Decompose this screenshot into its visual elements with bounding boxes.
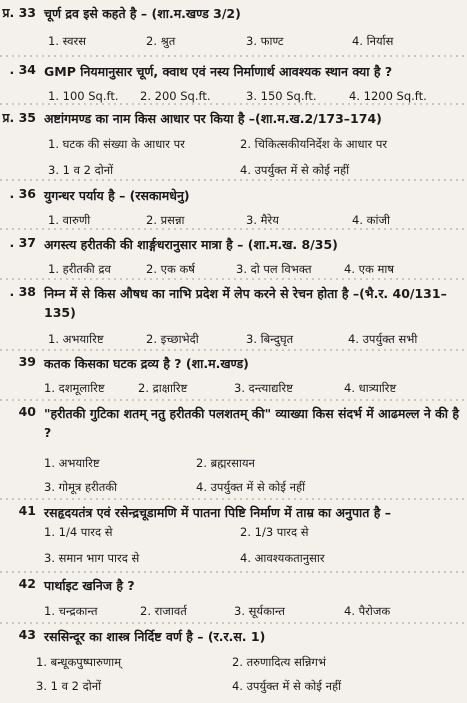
option-1[interactable]: 1. 100 Sq.ft. <box>48 89 119 103</box>
option-1[interactable]: 1. हरीतकी द्रव <box>48 262 111 276</box>
question-text: GMP नियमानुसार चूर्ण, क्वाथ एवं नस्य निर्माणार्थ आवश्यक स्थान क्या है ? <box>44 64 393 79</box>
divider <box>0 622 467 624</box>
option-3[interactable]: 3. मैरेय <box>246 213 279 227</box>
option-4[interactable]: 4. एक माष <box>344 262 394 276</box>
divider <box>0 399 467 401</box>
option-4[interactable]: 4. आवश्यकतानुसार <box>240 551 325 565</box>
question-number: . 34 <box>9 62 36 77</box>
option-4[interactable]: 4. कांजी <box>352 213 390 227</box>
option-1[interactable]: 1. वारुणी <box>48 213 91 227</box>
question-number: 42 <box>18 576 36 591</box>
question-text: पार्थाइट खनिज है ? <box>44 578 135 593</box>
question-number: 39 <box>18 354 36 369</box>
question-number: . 37 <box>9 235 36 250</box>
option-3[interactable]: 3. 150 Sq.ft. <box>246 89 317 103</box>
option-2[interactable]: 2. एक कर्ष <box>146 262 195 276</box>
option-2[interactable]: 2. ब्रह्मरसायन <box>196 456 255 470</box>
divider <box>0 179 467 181</box>
question-text: निम्न में से किस औषध का नाभि प्रदेश में लेप करने से रेचन होता है –(भै.र. 40/131–135) <box>44 286 447 320</box>
question-number: 40 <box>18 404 36 419</box>
question-text: रससिन्दूर का शास्त्र निर्दिष्ट वर्ण है – (र.र.स. 1) <box>44 629 266 644</box>
option-4[interactable]: 4. 1200 Sq.ft. <box>349 89 427 103</box>
question-text: अष्टांगमण्ड का नाम किस आधार पर किया है –(शा.म.ख.2/173–174) <box>44 111 382 126</box>
question-text: कतक किसका घटक द्रव्य है ? (शा.म.खण्ड) <box>44 356 249 371</box>
option-3[interactable]: 3. गोमूत्र हरीतकी <box>44 480 118 494</box>
question-number: प्र. 35 <box>2 110 36 125</box>
option-3[interactable]: 3. फाण्ट <box>246 34 284 48</box>
question-number: 41 <box>18 503 36 518</box>
option-1[interactable]: 1. घटक की संख्या के आधार पर <box>48 137 185 151</box>
question-number: 43 <box>18 627 36 642</box>
divider <box>0 55 467 57</box>
option-2[interactable]: 2. 1/3 पारद से <box>240 525 309 539</box>
divider <box>0 349 467 351</box>
option-1[interactable]: 1. चन्द्रकान्त <box>44 604 98 618</box>
option-2[interactable]: 2. श्रुत <box>146 34 176 48</box>
option-4[interactable]: 4. उपर्युक्त में से कोई नहीं <box>196 480 306 494</box>
question-text: "हरीतकी गुटिका शतम् नतु हरीतकी पलशतम् की" व्याख्या किस संदर्भ में आढमल्ल ने की है ? <box>44 406 459 440</box>
option-1[interactable]: 1. अभयारिष्ट <box>48 332 104 346</box>
option-3[interactable]: 3. 1 व 2 दोनों <box>48 163 114 177</box>
option-4[interactable]: 4. उपर्युक्त में से कोई नहीं <box>240 163 350 177</box>
divider <box>0 278 467 280</box>
option-2[interactable]: 2. राजावर्त <box>140 604 187 618</box>
option-3[interactable]: 3. समान भाग पारद से <box>44 551 140 565</box>
option-4[interactable]: 4. उपर्युक्त में से कोई नहीं <box>232 679 342 693</box>
question-number: . 38 <box>9 284 36 299</box>
question-text: अगस्त्य हरीतकी की शार्ङ्गधरानुसार मात्रा है – (शा.म.ख. 8/35) <box>44 237 338 252</box>
option-4[interactable]: 4. उपर्युक्त सभी <box>348 332 418 346</box>
option-1[interactable]: 1. दशमूलारिष्ट <box>44 381 105 395</box>
question-number: . 36 <box>9 186 36 201</box>
option-1[interactable]: 1. अभयारिष्ट <box>44 456 100 470</box>
option-2[interactable]: 2. प्रसन्ना <box>146 213 185 227</box>
divider <box>0 571 467 573</box>
option-4[interactable]: 4. पैरोजक <box>344 604 391 618</box>
option-1[interactable]: 1. बन्धूकपुष्पारुणाम् <box>36 655 122 669</box>
question-text: युगन्धर पर्याय है – (रसकामधेनु) <box>44 188 190 203</box>
question-text: रसहृदयतंत्र एवं रसेन्द्रचूडामणि में पातना पिष्टि निर्माण में ताम्र का अनुपात है – <box>44 505 392 520</box>
question-number: प्र. 33 <box>2 5 36 20</box>
option-1[interactable]: 1. स्वरस <box>48 34 86 48</box>
option-4[interactable]: 4. धात्र्यारिष्ट <box>344 381 397 395</box>
option-3[interactable]: 3. दन्त्याद्यरिष्ट <box>234 381 293 395</box>
option-3[interactable]: 3. दो पल विभक्त <box>236 262 312 276</box>
divider <box>0 228 467 230</box>
option-2[interactable]: 2. 200 Sq.ft. <box>140 89 211 103</box>
option-3[interactable]: 3. 1 व 2 दोनों <box>36 679 102 693</box>
divider <box>0 103 467 105</box>
divider <box>0 498 467 500</box>
question-text: चूर्ण द्रव इसे कहते है – (शा.म.खण्ड 3/2) <box>44 6 241 21</box>
option-2[interactable]: 2. द्राक्षारिष्ट <box>138 381 188 395</box>
option-2[interactable]: 2. चिकित्सकीयनिर्देश के आधार पर <box>240 137 388 151</box>
option-2[interactable]: 2. इच्छाभेदी <box>146 332 199 346</box>
option-4[interactable]: 4. निर्यास <box>352 34 394 48</box>
option-3[interactable]: 3. सूर्यकान्त <box>234 604 285 618</box>
option-3[interactable]: 3. बिन्दुघृत <box>246 332 294 346</box>
option-2[interactable]: 2. तरुणादित्य सन्निगभं <box>232 655 326 669</box>
option-1[interactable]: 1. 1/4 पारद से <box>44 525 113 539</box>
